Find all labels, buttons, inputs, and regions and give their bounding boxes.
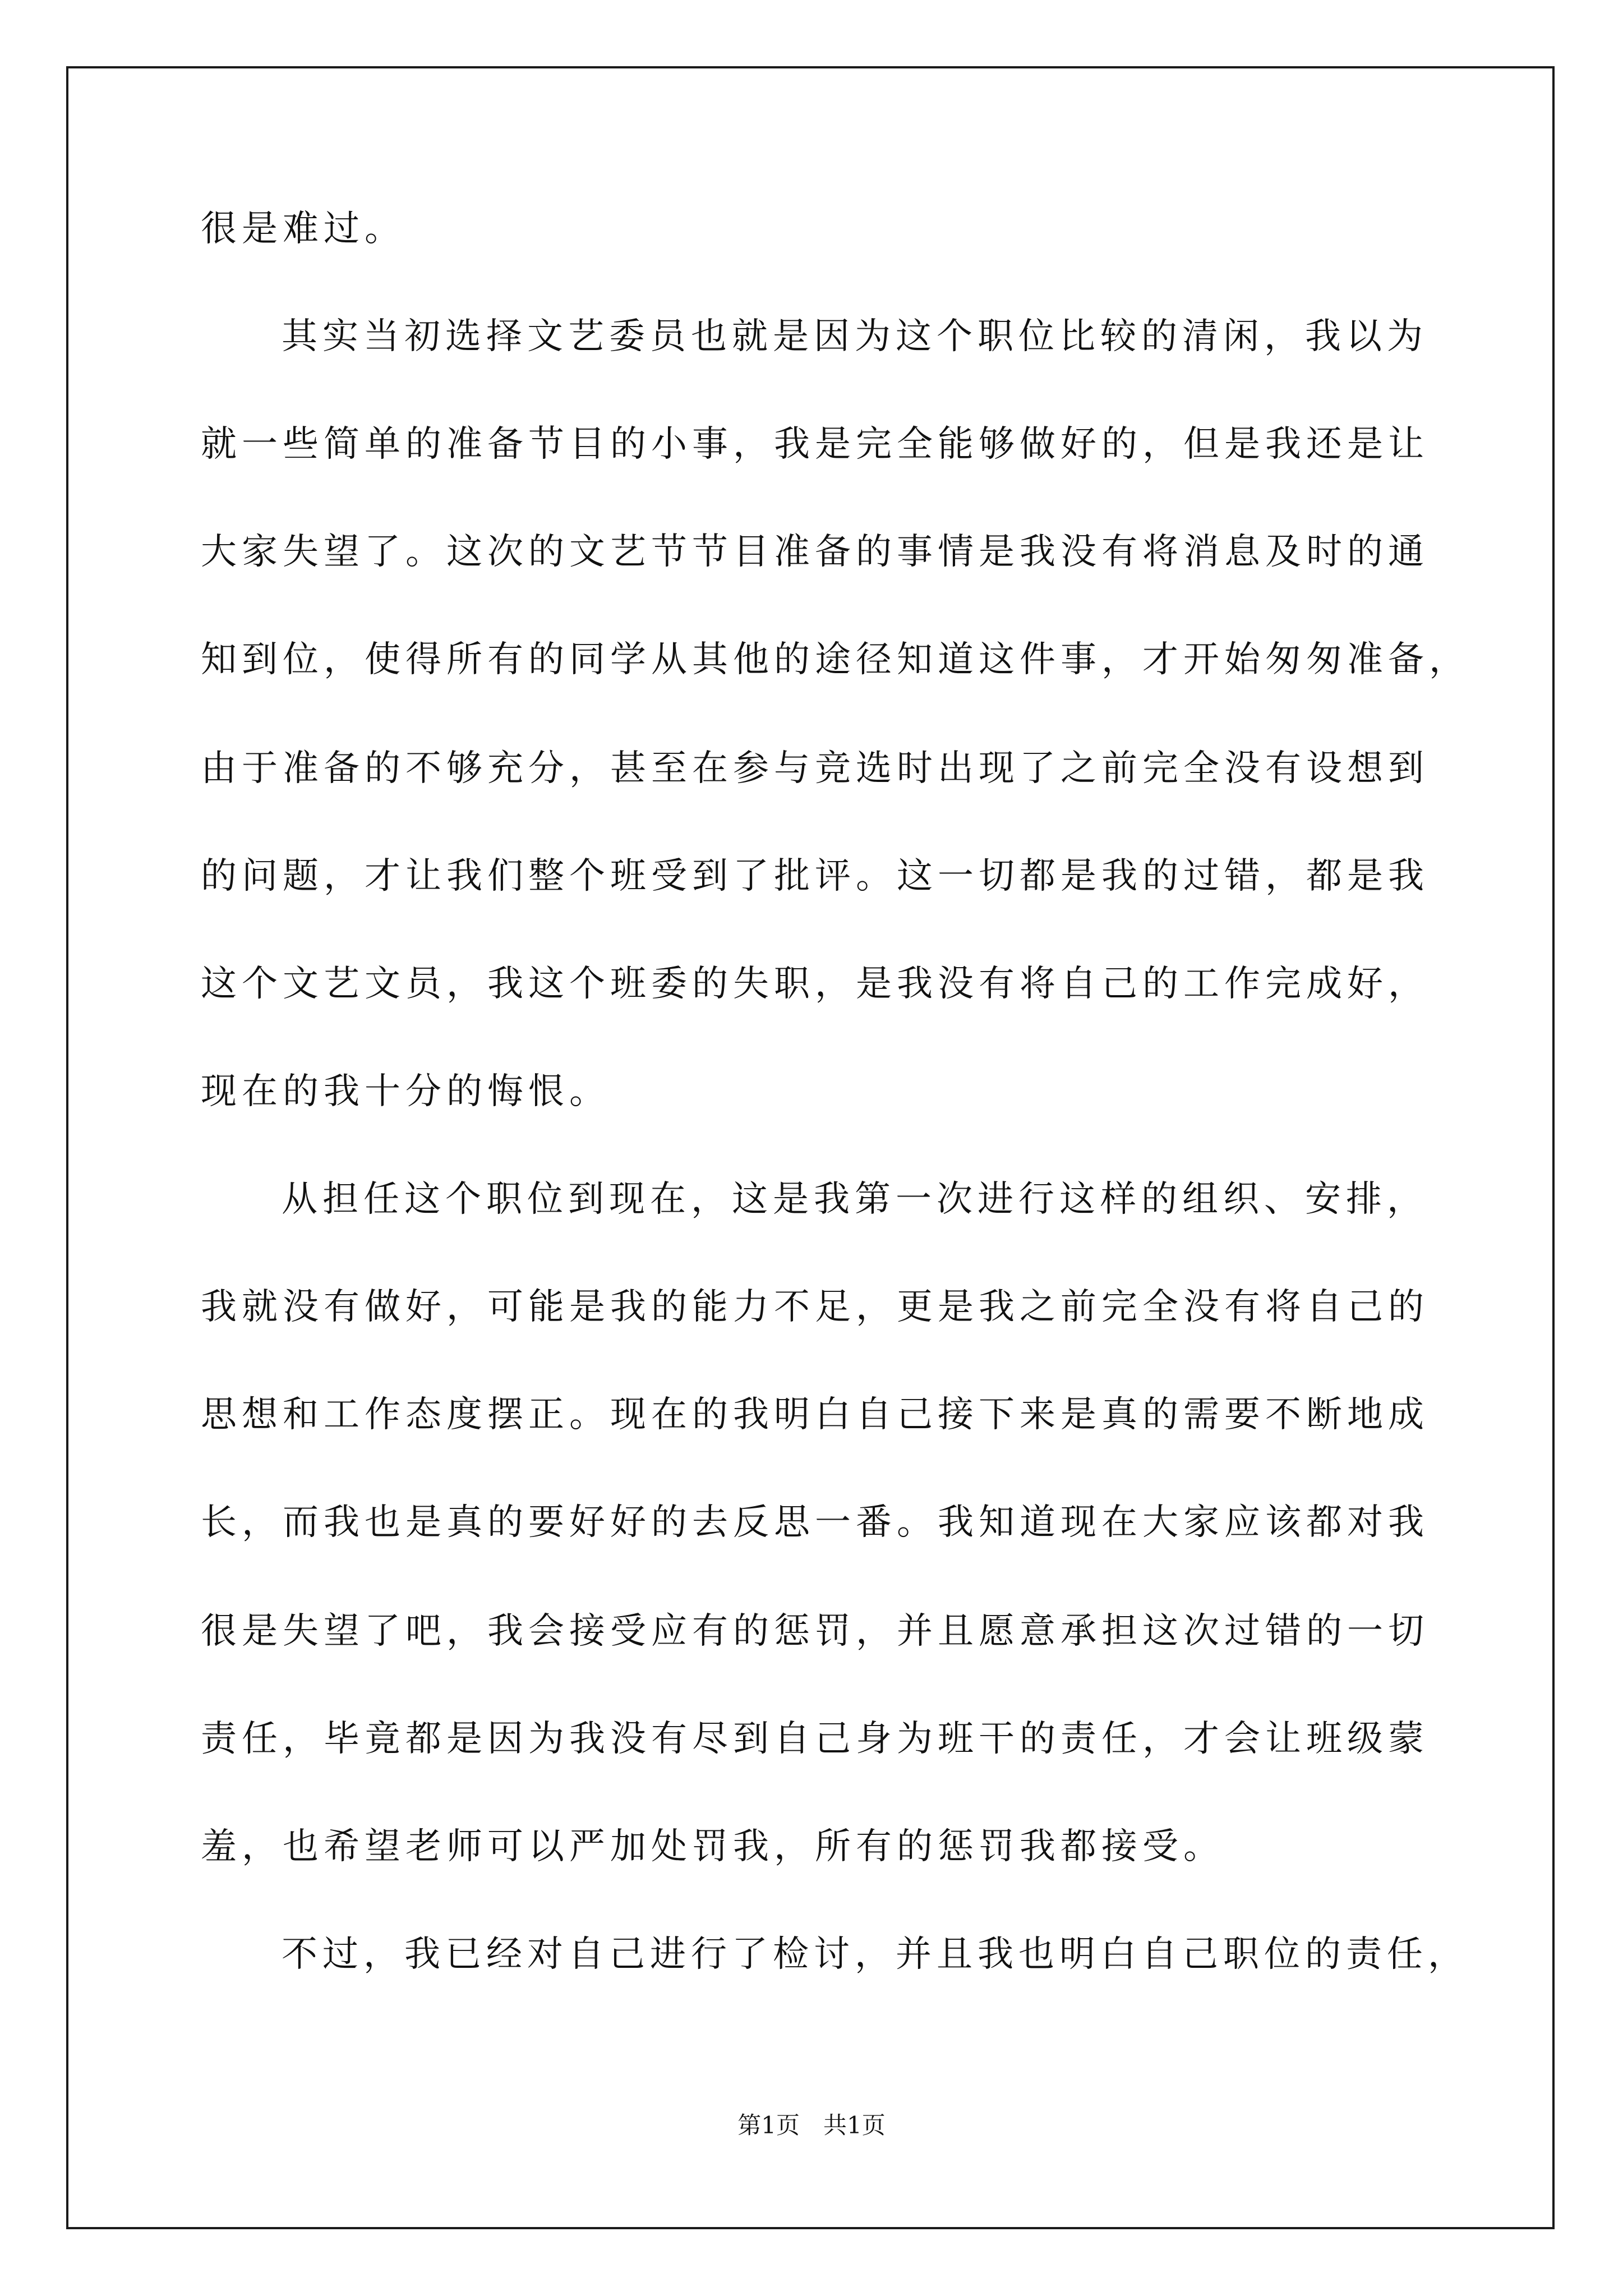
text-line: 知到位，使得所有的同学从其他的途径知道这件事，才开始匆匆准备，	[201, 639, 1470, 680]
text-line: 羞，也希望老师可以严加处罚我，所有的惩罚我都接受。	[201, 1826, 1224, 1867]
text-line: 其实当初选择文艺委员也就是因为这个职位比较的清闲，我以为	[282, 316, 1428, 357]
text-line: 现在的我十分的悔恨。	[201, 1071, 610, 1112]
text-line: 从担任这个职位到现在，这是我第一次进行这样的组织、安排，	[282, 1179, 1428, 1220]
text-line: 就一些简单的准备节目的小事，我是完全能够做好的，但是我还是让	[201, 424, 1429, 465]
text-line: 的问题，才让我们整个班受到了批评。这一切都是我的过错，都是我	[201, 855, 1429, 897]
text-line: 我就没有做好，可能是我的能力不足，更是我之前完全没有将自己的	[201, 1286, 1429, 1328]
text-line: 很是难过。	[201, 208, 405, 250]
page-border	[66, 66, 1555, 2229]
text-line: 思想和工作态度摆正。现在的我明白自己接下来是真的需要不断地成	[201, 1394, 1429, 1435]
text-line: 长，而我也是真的要好好的去反思一番。我知道现在大家应该都对我	[201, 1502, 1429, 1543]
text-line: 大家失望了。这次的文艺节节目准备的事情是我没有将消息及时的通	[201, 531, 1429, 573]
text-line: 责任，毕竟都是因为我没有尽到自己身为班干的责任，才会让班级蒙	[201, 1718, 1429, 1760]
text-line: 不过，我已经对自己进行了检讨，并且我也明白自己职位的责任，	[282, 1934, 1469, 1975]
text-line: 这个文艺文员，我这个班委的失职，是我没有将自己的工作完成好，	[201, 963, 1429, 1005]
text-line: 由于准备的不够充分，甚至在参与竞选时出现了之前完全没有设想到	[201, 748, 1429, 789]
text-line: 很是失望了吧，我会接受应有的惩罚，并且愿意承担这次过错的一切	[201, 1611, 1429, 1652]
page-number-footer: 第1页 共1页	[737, 2111, 886, 2139]
